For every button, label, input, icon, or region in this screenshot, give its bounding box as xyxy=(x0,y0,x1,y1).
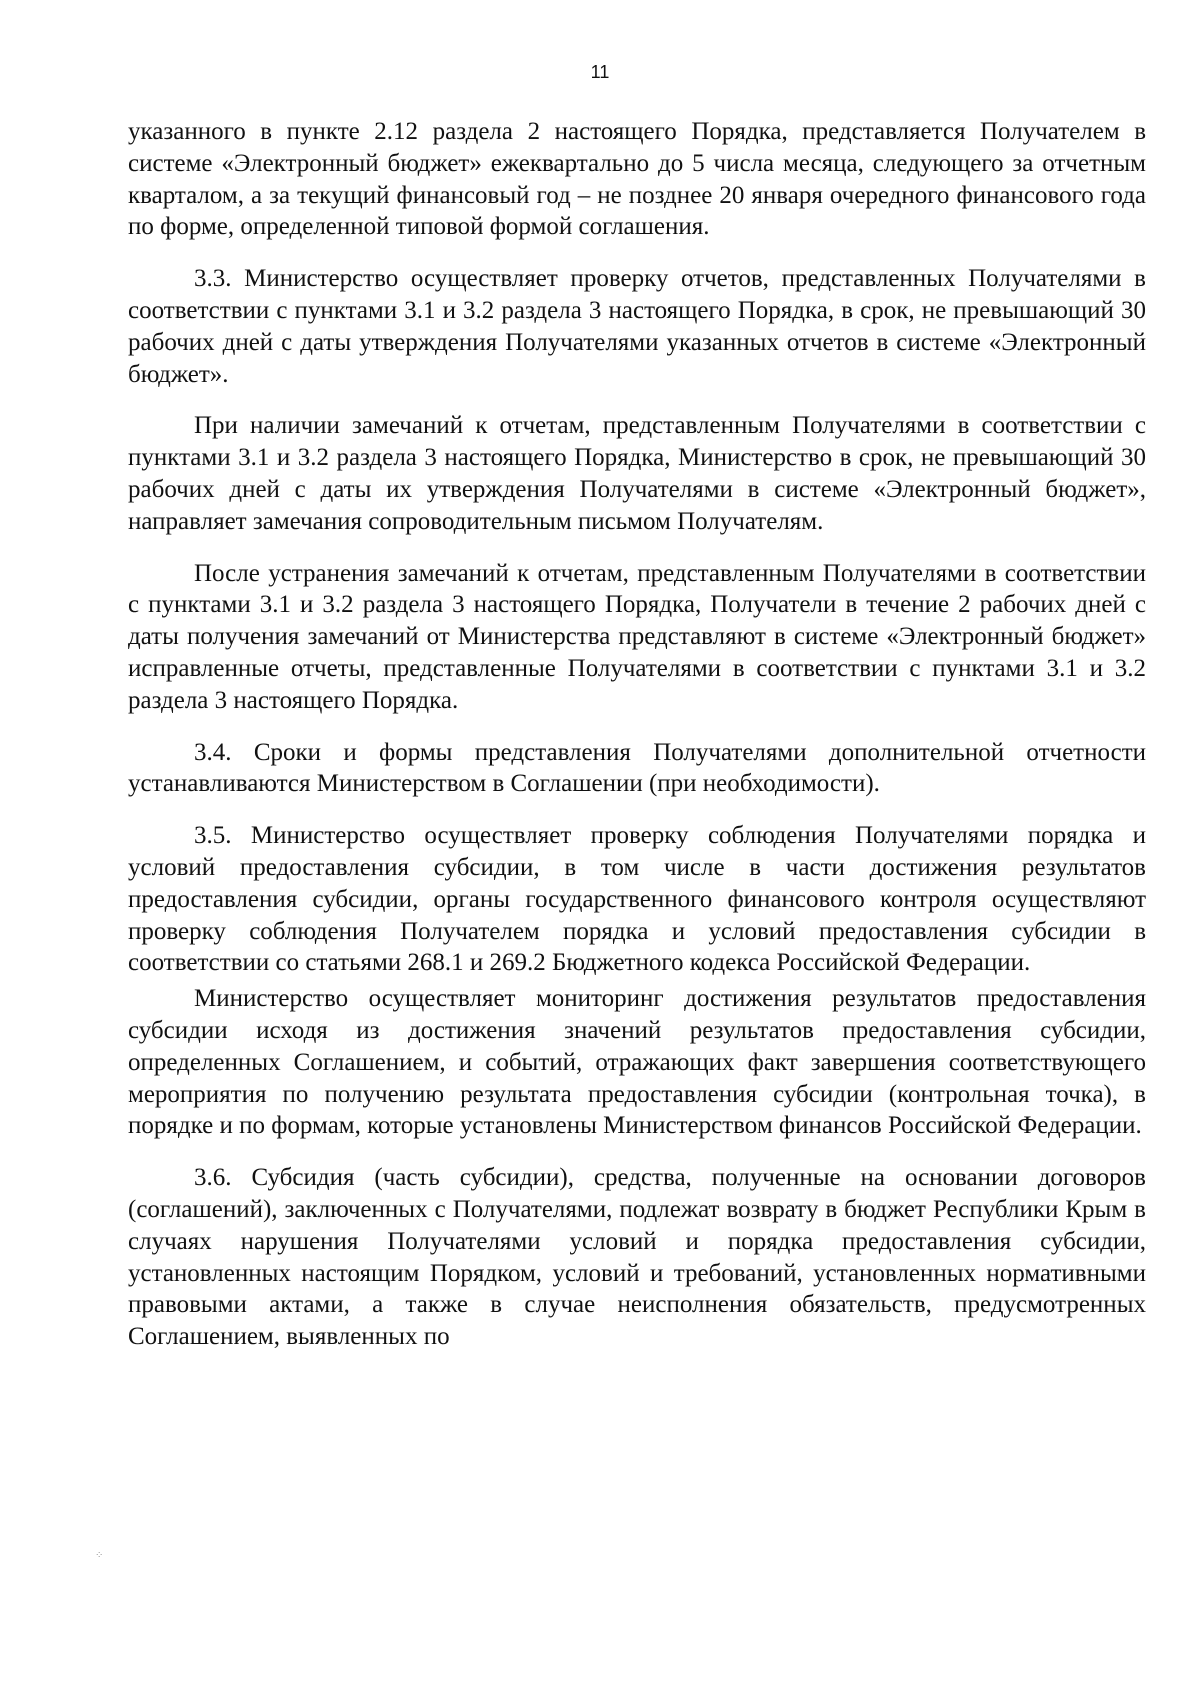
paragraph-continuation: указанного в пункте 2.12 раздела 2 настоящего Порядка, представляется Получателем в системе «Электронный бюджет» ежеквартально до 5 числа месяца, следующего за отчетным кварталом, а за текущий финансовый год – не позднее 20 января очередного финансового года по форме, определенной типовой формой соглашения. xyxy=(128,118,1146,241)
paragraph-remarks: При наличии замечаний к отчетам, представленным Получателями в соответствии с пунктами 3.1 и 3.2 раздела 3 настоящего Порядка, Министерство в срок, не превышающий 30 рабочих дней с даты их утверждения Получателями в системе «Электронный бюджет», направляет замечания сопроводительным письмом Получателям. xyxy=(128,412,1146,535)
document-body xyxy=(128,116,1146,1353)
paragraph-3-3: 3.3. Министерство осуществляет проверку отчетов, представленных Получателями в соответствии с пунктами 3.1 и 3.2 раздела 3 настоящего Порядка, в срок, не превышающий 30 рабочих дней с даты утверждения Получателями указанных отчетов в системе «Электронный бюджет». xyxy=(128,265,1146,388)
paragraph-corrections: После устранения замечаний к отчетам, представленным Получателями в соответствии с пунктами 3.1 и 3.2 раздела 3 настоящего Порядка, Получатели в течение 2 рабочих дней с даты получения замечаний от Министерства представляют в системе «Электронный бюджет» исправленные отчеты, представленные Получателями в соответствии с пунктами 3.1 и 3.2 раздела 3 настоящего Порядка. xyxy=(128,559,1146,714)
paragraph-monitoring: Министерство осуществляет мониторинг достижения результатов предоставления субсидии исходя из достижения значений результатов предоставления субсидии, определенных Соглашением, и событий, отражающих факт завершения соответствующего мероприятия по получению результата предоставления субсидии (контрольная точка), в порядке и по формам, которые установлены Министерством финансов Российской Федерации. xyxy=(128,985,1146,1140)
paragraph-3-5: 3.5. Министерство осуществляет проверку соблюдения Получателями порядка и условий предоставления субсидии, в том числе в части достижения результатов предоставления субсидии, органы государственного финансового контроля осуществляют проверку соблюдения Получателем порядка и условий предоставления субсидии в соответствии со статьями 268.1 и 269.2 Бюджетного кодекса Российской Федерации. xyxy=(128,822,1146,977)
paragraph-3-6: 3.6. Субсидия (часть субсидии), средства, полученные на основании договоров (соглашений), заключенных с Получателями, подлежат возврату в бюджет Республики Крым в случаях нарушения Получателями условий и порядка предоставления субсидии, установленных настоящим Порядком, условий и требований, установленных нормативными правовыми актами, а также в случае неисполнения обязательств, предусмотренных Соглашением, выявленных по xyxy=(128,1164,1146,1351)
page-number: 11 xyxy=(590,62,610,82)
paragraph-3-4: 3.4. Сроки и формы представления Получателями дополнительной отчетности устанавливаются Министерством в Соглашении (при необходимости). xyxy=(128,738,1146,798)
scan-speck-decoration: ⁘ xyxy=(95,1550,104,1561)
